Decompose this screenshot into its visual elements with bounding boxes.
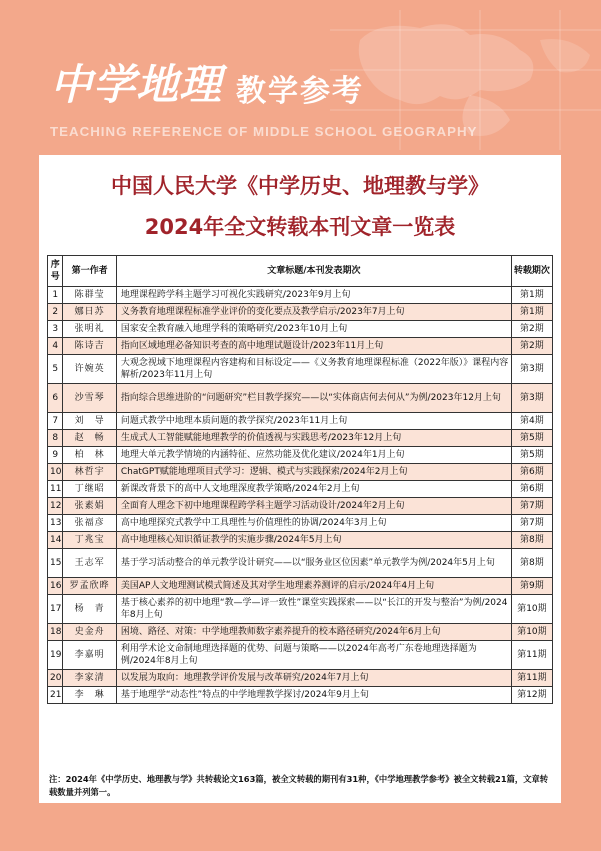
row-issue: 第3期 bbox=[511, 384, 552, 413]
row-number: 13 bbox=[48, 515, 63, 532]
row-author: 柏 林 bbox=[63, 447, 116, 464]
row-title: 生成式人工智能赋能地理教学的价值透视与实践思考/2023年12月上旬 bbox=[116, 430, 511, 447]
row-number: 21 bbox=[48, 687, 63, 704]
row-author: 杨 青 bbox=[63, 595, 116, 624]
journal-logo: 中学地理 bbox=[50, 60, 223, 109]
row-number: 11 bbox=[48, 481, 63, 498]
row-author: 许婉英 bbox=[63, 355, 116, 384]
table-row bbox=[48, 321, 553, 338]
row-number: 3 bbox=[48, 321, 63, 338]
header-issue: 转载期次 bbox=[511, 256, 552, 287]
row-issue: 第7期 bbox=[511, 498, 552, 515]
row-author: 李 琳 bbox=[63, 687, 116, 704]
row-title: ChatGPT赋能地理项目式学习：逻辑、模式与实践探索/2024年2月上旬 bbox=[116, 464, 511, 481]
table-row bbox=[48, 384, 553, 413]
row-issue: 第4期 bbox=[511, 413, 552, 430]
row-issue: 第10期 bbox=[511, 595, 552, 624]
row-author: 娜日苏 bbox=[63, 304, 116, 321]
table-row bbox=[48, 549, 553, 578]
row-title: 美国AP人文地理测试模式简述及其对学生地理素养测评的启示/2024年4月上旬 bbox=[116, 578, 511, 595]
content-card bbox=[39, 155, 561, 803]
table-row bbox=[48, 687, 553, 704]
row-issue: 第6期 bbox=[511, 464, 552, 481]
row-title: 大观念视域下地理课程内容建构和目标设定——《义务教育地理课程标准（2022年版）》课程内容解析/2023年11月上旬 bbox=[116, 355, 511, 384]
row-issue: 第1期 bbox=[511, 287, 552, 304]
row-number: 4 bbox=[48, 338, 63, 355]
table-row bbox=[48, 287, 553, 304]
row-number: 17 bbox=[48, 595, 63, 624]
row-issue: 第10期 bbox=[511, 624, 552, 641]
table-row bbox=[48, 624, 553, 641]
header-author: 第一作者 bbox=[63, 256, 116, 287]
row-author: 张明礼 bbox=[63, 321, 116, 338]
table-body bbox=[48, 287, 553, 704]
row-title: 义务教育地理课程标准学业评价的变化要点及教学启示/2023年7月上旬 bbox=[116, 304, 511, 321]
row-issue: 第8期 bbox=[511, 532, 552, 549]
journal-logo-subtitle: 教学参考 bbox=[236, 74, 364, 109]
table-row bbox=[48, 413, 553, 430]
row-title: 指向综合思维进阶的“问题研究”栏目教学探究——以“实体商店何去何从”为例/2023年12月上旬 bbox=[116, 384, 511, 413]
row-number: 9 bbox=[48, 447, 63, 464]
row-number: 14 bbox=[48, 532, 63, 549]
header-no: 序号 bbox=[48, 256, 63, 287]
row-issue: 第9期 bbox=[511, 578, 552, 595]
table-row bbox=[48, 481, 553, 498]
row-number: 12 bbox=[48, 498, 63, 515]
row-title: 全面育人理念下初中地理课程跨学科主题学习活动设计/2024年2月上旬 bbox=[116, 498, 511, 515]
row-number: 20 bbox=[48, 670, 63, 687]
table-row bbox=[48, 595, 553, 624]
row-title: 基于地理学“动态性”特点的中学地理教学探讨/2024年9月上旬 bbox=[116, 687, 511, 704]
row-title: 新课改背景下的高中人文地理深度教学策略/2024年2月上旬 bbox=[116, 481, 511, 498]
row-number: 19 bbox=[48, 641, 63, 670]
footnote: 注：2024年《中学历史、地理教与学》共转载论文163篇，被全文转载的期刊有31种，《中学地理教学参考》被全文转载21篇，文章转载数量并列第一。 bbox=[49, 774, 549, 797]
row-issue: 第3期 bbox=[511, 355, 552, 384]
table-row bbox=[48, 464, 553, 481]
row-number: 10 bbox=[48, 464, 63, 481]
table-row bbox=[48, 641, 553, 670]
row-issue: 第12期 bbox=[511, 687, 552, 704]
row-author: 王志军 bbox=[63, 549, 116, 578]
table-row bbox=[48, 515, 553, 532]
row-title: 以发展为取向：地理教学评价发展与改革研究/2024年7月上旬 bbox=[116, 670, 511, 687]
row-issue: 第6期 bbox=[511, 481, 552, 498]
row-author: 丁继昭 bbox=[63, 481, 116, 498]
row-number: 1 bbox=[48, 287, 63, 304]
row-issue: 第11期 bbox=[511, 670, 552, 687]
table-row bbox=[48, 430, 553, 447]
row-title: 基于学习活动整合的单元教学设计研究——以“服务业区位因素”单元教学为例/2024年5月上旬 bbox=[116, 549, 511, 578]
table-row bbox=[48, 338, 553, 355]
row-author: 罗孟欣晔 bbox=[63, 578, 116, 595]
row-title: 地理大单元教学情境的内涵特征、应然功能及优化建议/2024年1月上旬 bbox=[116, 447, 511, 464]
table-row bbox=[48, 670, 553, 687]
row-author: 张福彦 bbox=[63, 515, 116, 532]
row-number: 15 bbox=[48, 549, 63, 578]
row-title: 国家安全教育融入地理学科的策略研究/2023年10月上旬 bbox=[116, 321, 511, 338]
table-row bbox=[48, 498, 553, 515]
row-issue: 第2期 bbox=[511, 338, 552, 355]
row-number: 7 bbox=[48, 413, 63, 430]
row-issue: 第5期 bbox=[511, 430, 552, 447]
row-author: 史金舟 bbox=[63, 624, 116, 641]
row-author: 沙雪琴 bbox=[63, 384, 116, 413]
row-title: 地理课程跨学科主题学习可视化实践研究/2023年9月上旬 bbox=[116, 287, 511, 304]
row-issue: 第5期 bbox=[511, 447, 552, 464]
row-number: 5 bbox=[48, 355, 63, 384]
row-number: 18 bbox=[48, 624, 63, 641]
header-title: 文章标题/本刊发表期次 bbox=[116, 256, 511, 287]
journal-english-name: TEACHING REFERENCE OF MIDDLE SCHOOL GEOGRAPHY bbox=[50, 124, 478, 139]
page-title-line1: 中国人民大学《中学历史、地理教与学》 bbox=[111, 174, 489, 198]
table-row bbox=[48, 304, 553, 321]
row-title: 高中地理探究式教学中工具理性与价值理性的协调/2024年3月上旬 bbox=[116, 515, 511, 532]
row-title: 问题式教学中地理本质问题的教学探究/2023年11月上旬 bbox=[116, 413, 511, 430]
row-issue: 第7期 bbox=[511, 515, 552, 532]
row-author: 丁兆宝 bbox=[63, 532, 116, 549]
row-title: 高中地理核心知识循证教学的实施步骤/2024年5月上旬 bbox=[116, 532, 511, 549]
row-author: 刘 导 bbox=[63, 413, 116, 430]
row-number: 2 bbox=[48, 304, 63, 321]
row-issue: 第1期 bbox=[511, 304, 552, 321]
row-title: 利用学术论文命制地理选择题的优势、问题与策略——以2024年高考广东卷地理选择题为例/2024年8月上旬 bbox=[116, 641, 511, 670]
row-author: 林哲宇 bbox=[63, 464, 116, 481]
table-row bbox=[48, 578, 553, 595]
row-author: 李嘉明 bbox=[63, 641, 116, 670]
row-title: 指向区域地理必备知识考查的高中地理试题设计/2023年11月上旬 bbox=[116, 338, 511, 355]
row-issue: 第8期 bbox=[511, 549, 552, 578]
row-author: 赵 畅 bbox=[63, 430, 116, 447]
row-number: 16 bbox=[48, 578, 63, 595]
row-number: 8 bbox=[48, 430, 63, 447]
row-title: 困境、路径、对策：中学地理教师数字素养提升的校本路径研究/2024年6月上旬 bbox=[116, 624, 511, 641]
table-row bbox=[48, 447, 553, 464]
table-row bbox=[48, 355, 553, 384]
row-issue: 第11期 bbox=[511, 641, 552, 670]
row-author: 陈群莹 bbox=[63, 287, 116, 304]
row-author: 陈诗吉 bbox=[63, 338, 116, 355]
reprint-table bbox=[47, 255, 553, 704]
page-title-line2: 2024年全文转载本刊文章一览表 bbox=[144, 215, 456, 239]
table-row bbox=[48, 532, 553, 549]
row-number: 6 bbox=[48, 384, 63, 413]
row-title: 基于核心素养的初中地理“教—学—评一致性”课堂实践探索——以“长江的开发与整治”为例/2024年8月上旬 bbox=[116, 595, 511, 624]
row-author: 李家清 bbox=[63, 670, 116, 687]
row-issue: 第2期 bbox=[511, 321, 552, 338]
row-author: 张素娟 bbox=[63, 498, 116, 515]
